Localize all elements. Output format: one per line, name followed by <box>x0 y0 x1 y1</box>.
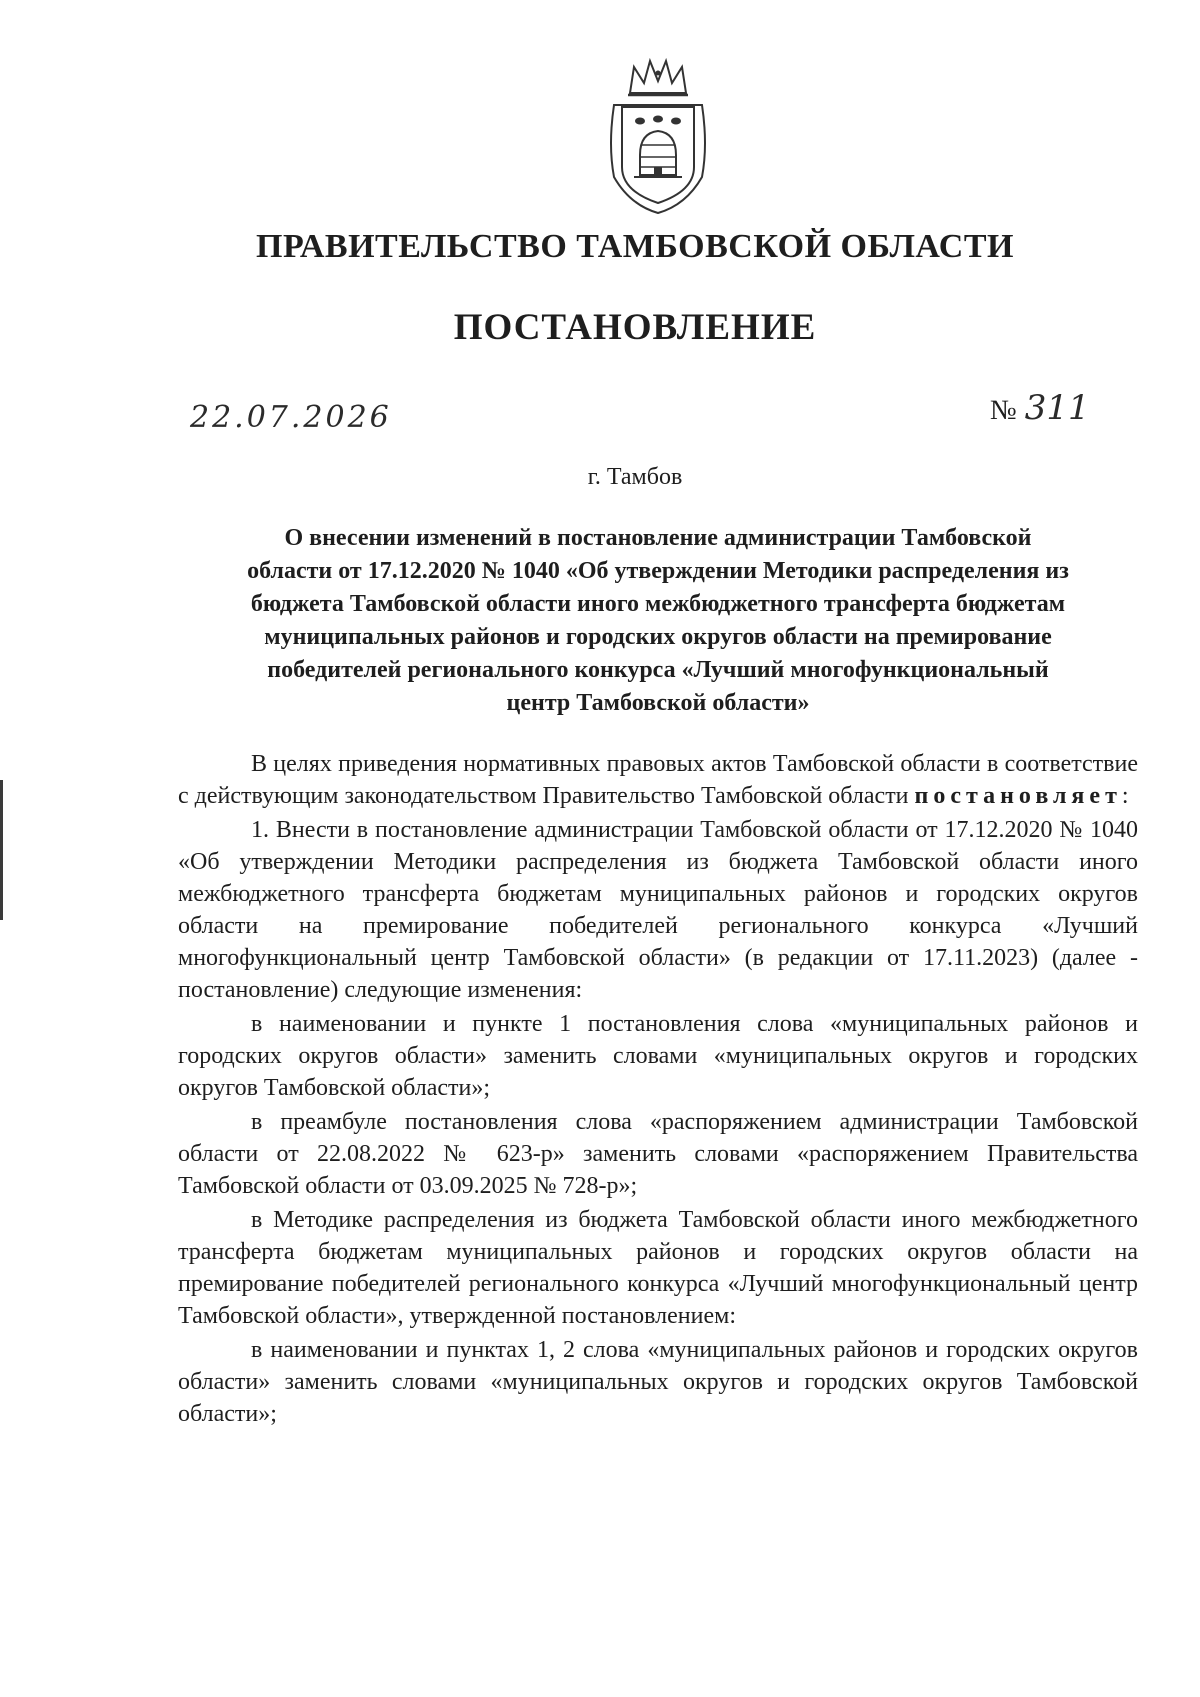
subject-line: области от 17.12.2020 № 1040 «Об утверждении Методики распределения из <box>247 558 1069 584</box>
body-paragraph: в наименовании и пунктах 1, 2 слова «муниципальных районов и городских округов области» заменить словами «муниципальных округов и городских округов Тамбовской области»; <box>178 1337 1138 1427</box>
scan-margin-mark <box>0 780 3 920</box>
body-paragraph-intro <box>178 748 1138 812</box>
body-paragraph: в Методике распределения из бюджета Тамбовской области иного межбюджетного трансферта бюджетам муниципальных районов и городских округов области на премирование победителей регионального конкурса «Лучший многофункциональный центр Тамбовской области», утвержденной постановлением: <box>178 1207 1138 1329</box>
body-paragraph: в наименовании и пункте 1 постановления слова «муниципальных районов и городских округов области» заменить словами «муниципальных округов и городских округов Тамбовской области»; <box>178 1011 1138 1101</box>
document-type: ПОСТАНОВЛЕНИЕ <box>453 307 817 348</box>
document-city: г. Тамбов <box>587 464 683 490</box>
tambov-region-coat-of-arms-icon <box>600 55 716 215</box>
subject-line: О внесении изменений в постановление администрации Тамбовской <box>284 525 1032 551</box>
subject-line: муниципальных районов и городских округов области на премирование <box>264 624 1052 650</box>
intro-emphasis: постановляет <box>914 783 1122 809</box>
number-label: № <box>990 395 1017 426</box>
subject-line: победителей регионального конкурса «Лучший многофункциональный <box>267 657 1049 683</box>
subject-line: бюджета Тамбовской области иного межбюджетного трансферта бюджетам <box>250 591 1066 617</box>
body-paragraph: 1. Внести в постановление администрации Тамбовской области от 17.12.2020 № 1040 «Об утверждении Методики распределения из бюджета Тамбовской области иного межбюджетного трансферта бюджетам муниципальных районов и городских округов области на премирование победителей регионального конкурса «Лучший многофункциональный центр Тамбовской области» (в редакции от 17.11.2023) (далее - постановление) следующие изменения: <box>178 817 1138 1003</box>
document-body <box>178 748 1138 1432</box>
body-paragraph: в преамбуле постановления слова «распоряжением администрации Тамбовской области от 22.08.2022 № 623-р» заменить словами «распоряжением Правительства Тамбовской области от 03.09.2025 № 728-р»; <box>178 1109 1138 1199</box>
intro-text: В целях приведения нормативных правовых актов Тамбовской области в соответствие с действующим законодательством Правительство Тамбовской области <box>178 751 1138 809</box>
document-number-block <box>990 388 1090 428</box>
government-title: ПРАВИТЕЛЬСТВО ТАМБОВСКОЙ ОБЛАСТИ <box>256 228 1014 265</box>
subject-line: центр Тамбовской области» <box>506 690 810 716</box>
intro-end: : <box>1121 783 1129 809</box>
document-subject <box>178 522 1138 720</box>
document-number: 311 <box>1024 388 1090 428</box>
document-date: 22.07.2026 <box>190 400 392 435</box>
